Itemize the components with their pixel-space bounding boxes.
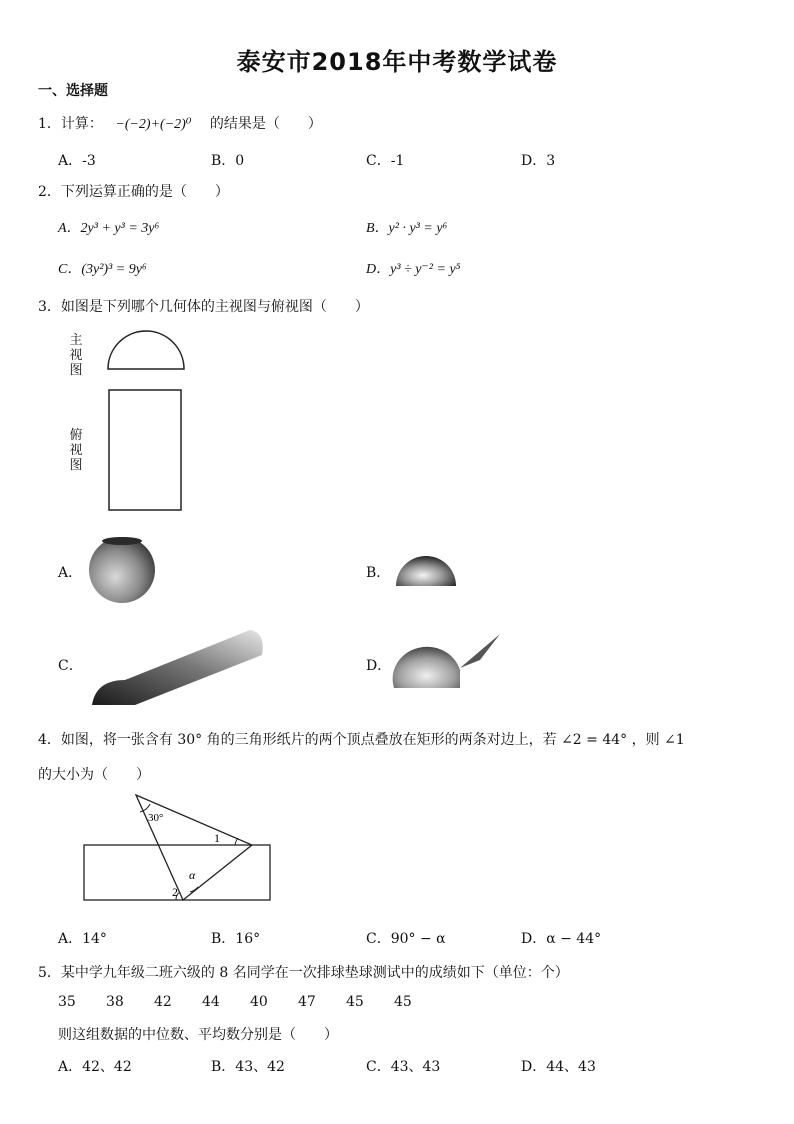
section-heading: 一、选择题 — [38, 83, 108, 99]
q5-option-d[interactable]: D．44、43 — [521, 1059, 596, 1075]
score-value: 40 — [250, 994, 268, 1010]
label-angle-1: 1 — [214, 831, 220, 845]
q2-option-d[interactable]: D．y³ ÷ y⁻² = y⁵ — [366, 262, 461, 277]
q3-option-a[interactable]: A． — [58, 565, 83, 581]
label-angle-2: 2 — [172, 885, 178, 899]
question-1 — [38, 113, 322, 133]
question-5-stem2: 则这组数据的中位数、平均数分别是（ ） — [58, 1027, 338, 1043]
q3-option-d[interactable]: D． — [366, 658, 392, 674]
question-2-stem: 2．下列运算正确的是（ ） — [38, 184, 229, 200]
q2-option-c[interactable]: C．(3y²)³ = 9y⁶ — [58, 262, 147, 277]
q2-option-b[interactable]: B．y² · y³ = y⁶ — [366, 221, 448, 236]
score-value: 38 — [106, 994, 124, 1010]
question-3-stem: 3．如图是下列哪个几何体的主视图与俯视图（ ） — [38, 299, 369, 315]
half-cylinder-solid-image — [90, 625, 270, 710]
score-list — [58, 994, 442, 1010]
q2-option-a[interactable]: A．2y³ + y³ = 3y⁶ — [58, 221, 160, 236]
top-view-label: 俯视图 — [69, 428, 83, 473]
hemisphere-solid-image — [394, 550, 458, 590]
triangle-paper — [136, 795, 252, 900]
q1-option-a[interactable]: A．-3 — [58, 153, 96, 169]
label-alpha: α — [189, 868, 196, 882]
q3-option-b[interactable]: B． — [366, 565, 391, 581]
q4-option-a[interactable]: A．14° — [58, 931, 107, 947]
q4-option-d[interactable]: D．α − 44° — [521, 931, 602, 947]
score-value: 42 — [154, 994, 172, 1010]
front-view-label: 主视图 — [69, 333, 83, 378]
score-value: 45 — [346, 994, 364, 1010]
q1-option-d[interactable]: D．3 — [521, 153, 556, 169]
q4-option-b[interactable]: B．16° — [211, 931, 261, 947]
page-title: 泰安市2018年中考数学试卷 — [236, 48, 558, 76]
q5-option-b[interactable]: B．43、42 — [211, 1059, 285, 1075]
front-view-semicircle — [108, 331, 184, 369]
question-1-prefix: 1．计算： — [38, 116, 103, 132]
cut-hemisphere-solid-image — [390, 630, 505, 690]
score-value: 44 — [202, 994, 220, 1010]
q3-option-c[interactable]: C． — [58, 658, 83, 674]
triangle-rectangle-figure — [80, 790, 280, 905]
top-view-rectangle — [109, 390, 181, 510]
score-value: 35 — [58, 994, 76, 1010]
q5-option-c[interactable]: C．43、43 — [366, 1059, 441, 1075]
question-5-stem: 5．某中学九年级二班六级的 8 名同学在一次排球垫球测试中的成绩如下（单位：个） — [38, 965, 569, 981]
three-view-figure — [100, 325, 200, 515]
question-4-stem-line2: 的大小为（ ） — [38, 767, 150, 783]
sphere-solid-image — [88, 535, 158, 605]
q1-option-c[interactable]: C．-1 — [366, 153, 405, 169]
q4-option-c[interactable]: C．90° − α — [366, 931, 446, 947]
score-value: 45 — [394, 994, 412, 1010]
q1-option-b[interactable]: B．0 — [211, 153, 245, 169]
label-30-degree: 30° — [148, 812, 164, 824]
question-4-stem-line1: 4．如图，将一张含有 30° 角的三角形纸片的两个顶点叠放在矩形的两条对边上，若 ∠2 = 44° ，则 ∠1 — [38, 732, 685, 748]
question-1-suffix: 的结果是（ ） — [209, 116, 322, 132]
q5-option-a[interactable]: A．42、42 — [58, 1059, 132, 1075]
question-1-expression: −(−2)+(−2)⁰ — [115, 117, 192, 132]
score-value: 47 — [298, 994, 316, 1010]
